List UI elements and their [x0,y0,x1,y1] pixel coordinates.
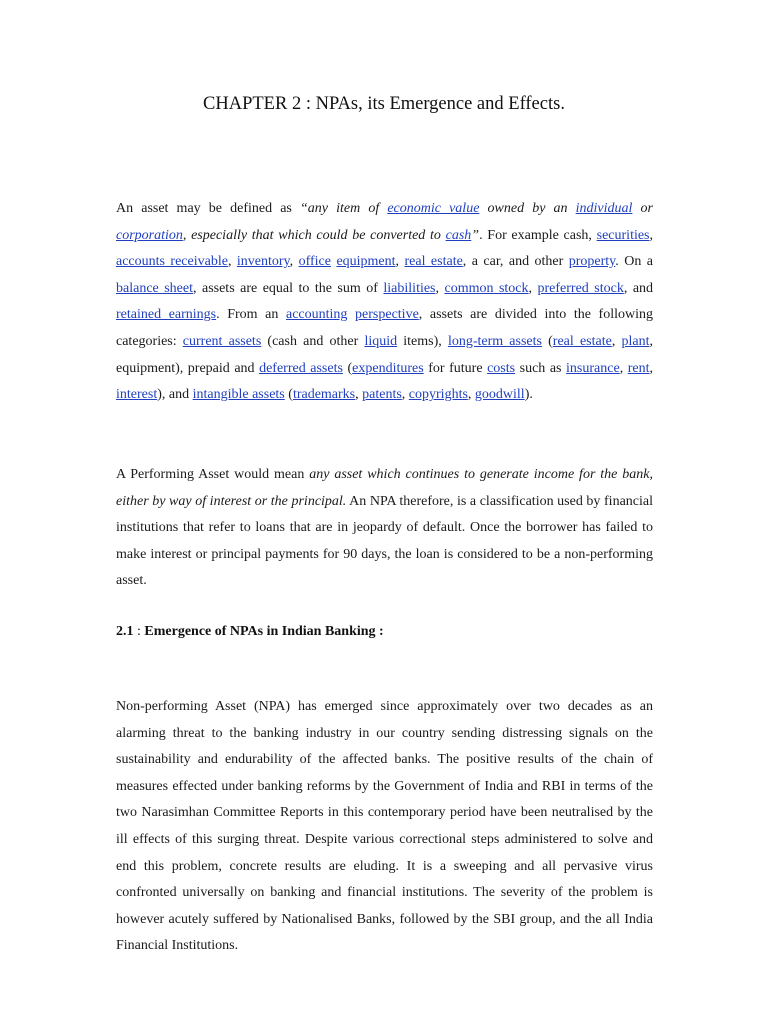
link-retained-earnings[interactable]: retained earnings [116,307,217,323]
link-insurance[interactable]: insurance [566,360,620,376]
link-balance-sheet[interactable]: balance sheet [116,280,193,296]
text-run: , equipment), prepaid and [116,333,653,376]
text-run [347,307,355,322]
link-real-estate[interactable]: real estate [404,254,463,270]
text-run: , [528,280,538,296]
paragraph-npa-emergence [116,694,653,960]
text-run: . For example cash, [479,227,597,243]
text-run: , [289,254,299,270]
link-liabilities[interactable]: liabilities [383,280,436,296]
section-separator: : [133,624,145,639]
italic-text: or [632,201,653,216]
paragraph-performing-asset [116,462,653,595]
text-run: , [611,333,622,349]
italic-text: ” [471,227,480,243]
link-patents[interactable]: patents [362,387,402,403]
text-run: ). [524,387,533,403]
italic-text: “any item of [299,201,388,216]
text-run: , [467,387,475,403]
text-run: (cash and other [261,333,365,349]
link-deferred-assets[interactable]: deferred assets [259,360,343,376]
link-intangible-assets[interactable]: intangible assets [192,387,285,403]
link-office[interactable]: office [298,254,331,270]
section-heading [116,624,384,640]
link-goodwill[interactable]: goodwill [474,387,525,403]
link-inventory[interactable]: inventory [236,254,290,270]
link-rent[interactable]: rent [627,360,650,376]
link-securities[interactable]: securities [596,227,650,243]
link-accounting[interactable]: accounting [286,307,348,323]
text-run: ( [284,387,293,403]
link-copyrights[interactable]: copyrights [408,387,468,403]
italic-text: owned by an [479,201,576,216]
link-liquid[interactable]: liquid [364,333,398,349]
link-real-estate-2[interactable]: real estate [552,333,612,349]
text-run: such as [515,360,567,376]
text-run: Non-performing Asset (NPA) has emerged since approximately over two decades as an alarming threat to the banking industry in our country sending distressing signals on the sustainability and endurability of the affected banks. The positive results of the chain of measures effected under banking reforms by the Government of India and RBI in terms of the two Narasimhan Committee Reports in this contemporary period have been neutralised by the ill effects of this surging threat. Despite various correctional steps administered to solve and end this problem, concrete results are eluding. It is a sweeping and all pervasive virus confronted universally on banking and financial institutions. The severity of the problem is however acutely suffered by Nationalised Banks, followed by the SBI group, and the all India Financial Institutions. [116,699,653,954]
chapter-title: CHAPTER 2 : NPAs, its Emergence and Effects. [203,94,565,114]
text-run: ), and [157,387,193,403]
italic-text: , especially that which could be converted to [182,227,446,243]
link-interest[interactable]: interest [116,387,158,403]
link-economic-value[interactable]: economic value [387,201,480,216]
text-run: ( [342,360,353,376]
link-individual[interactable]: individual [575,201,633,216]
link-property[interactable]: property [568,254,616,270]
link-cash[interactable]: cash [445,227,472,243]
text-run: . On a [615,254,653,270]
text-run: , [649,360,654,376]
text-run: , [401,387,409,403]
text-run: for future [423,360,488,376]
text-run: A Performing Asset would mean [116,467,310,482]
text-run: , [435,280,445,296]
link-costs[interactable]: costs [487,360,516,376]
link-plant[interactable]: plant [621,333,650,349]
text-run: , [355,387,363,403]
text-run: items), [397,333,448,349]
text-run: An NPA therefore, is a classification used by financial institutions that refer to loans that are in jeopardy of default. Once the borrower has failed to make interest or principal payments for 90 days, the loan is considered to be a non-performing asset. [116,493,653,589]
text-run: , [395,254,405,270]
text-run: . From an [216,307,286,323]
section-number: 2.1 [116,624,134,639]
text-run: An asset may be defined as [116,201,300,216]
text-run: , a car, and other [462,254,569,270]
paragraph-asset-definition [116,196,653,409]
text-run: , [227,254,237,270]
link-expenditures[interactable]: expenditures [352,360,424,376]
text-run: , and [623,280,654,296]
link-equipment[interactable]: equipment [336,254,396,270]
link-accounts-receivable[interactable]: accounts receivable [116,254,228,270]
text-run: , assets are divided into the following categories: [116,307,653,349]
text-run: , [619,360,628,376]
link-corporation[interactable]: corporation [116,227,183,243]
text-run: , [649,227,654,243]
link-trademarks[interactable]: trademarks [292,387,356,403]
link-long-term-assets[interactable]: long-term assets [447,333,542,349]
italic-text: any asset which continues to generate income for the bank, either by way of interest or the principal. [116,467,653,509]
section-title: Emergence of NPAs in Indian Banking : [144,624,384,639]
link-common-stock[interactable]: common stock [444,280,529,296]
text-run: , assets are equal to the sum of [193,280,384,296]
link-current-assets[interactable]: current assets [182,333,262,349]
link-perspective[interactable]: perspective [355,307,419,323]
link-preferred-stock[interactable]: preferred stock [537,280,624,296]
text-run: ( [541,333,553,349]
